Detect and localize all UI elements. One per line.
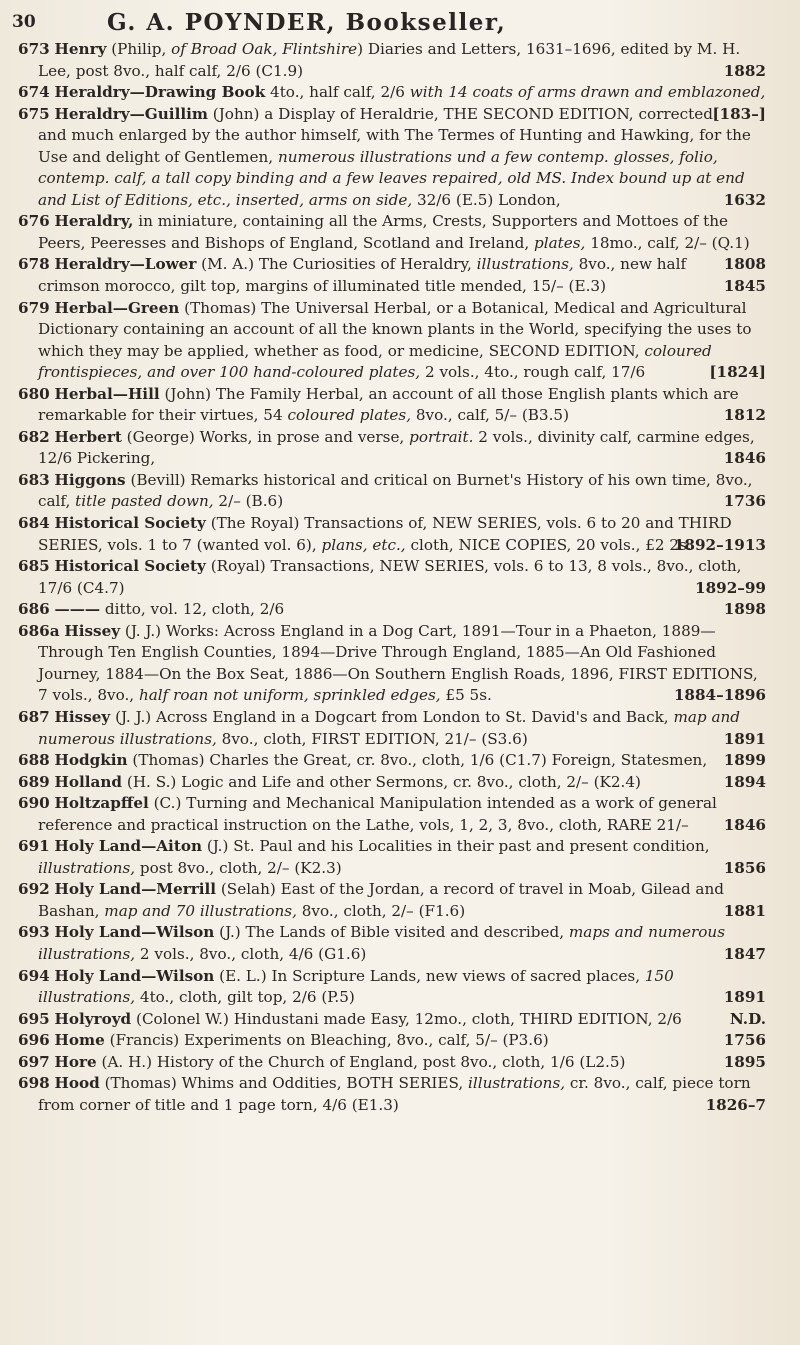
entry-heading: Holy Land—Wilson [54,923,215,942]
entry-number: 696 [18,1031,50,1050]
entry-text: (H. S.) Logic and Life and other Sermons, cr. 8vo., cloth, 2/– (K2.4) [122,772,641,791]
entry-text: (John) a Display of Heraldrie, THE SECOND EDITION, corrected and much enlarged by the author himself, with The Termes of Hunting and Hawking, for the Use and delight of Gentlemen, [38,104,751,166]
entry-text: (Colonel W.) Hindustani made Easy, 12mo., cloth, THIRD EDITION, 2/6 [131,1009,682,1028]
catalogue-entry [18,599,766,621]
catalogue-entry [18,384,766,427]
entry-text-continued: 8vo., cloth, 2/– (F1.6) [296,901,466,920]
entry-text: ditto, vol. 12, cloth, 2/6 [100,600,285,619]
entry-italic: 150 illustrations, [38,966,674,1007]
catalogue-entry [18,298,766,384]
entry-number: 695 [18,1009,50,1028]
catalogue-entry [18,1009,766,1031]
catalogue-entry [18,39,766,82]
entry-date: 1892–1913 [673,535,766,554]
entry-text-continued: 2 vols., divinity calf, carmine edges, 12/6 Pickering, [38,427,755,468]
catalogue-entry [18,470,766,513]
entry-date: 1895 [723,1052,766,1071]
entry-number: 697 [18,1052,50,1071]
entry-text-continued: 2 vols., 8vo., cloth, 4/6 (G1.6) [135,944,367,963]
entry-text: (E. L.) In Scripture Lands, new views of sacred places, [214,966,645,985]
entry-number: 698 [18,1074,50,1093]
entry-heading: Historical Society [54,557,206,576]
entry-italic: maps and numerous illustrations, [38,923,726,963]
entry-italic: illustrations, [468,1074,566,1093]
entry-number: 682 [18,427,50,446]
entry-number: 687 [18,707,50,726]
entry-number: 689 [18,772,50,791]
entry-italic: half roan not uniform, sprinkled edges, [138,686,441,705]
catalogue-entry [18,513,766,556]
entry-text: (John) The Family Herbal, an account of all those English plants which are remarkable for their virtues, 54 [38,384,739,425]
entry-text: (George) Works, in prose and verse, [121,427,410,446]
catalogue-entry [18,254,766,297]
entry-number: 683 [18,470,50,489]
entry-heading: Heraldry—Guillim [54,104,208,123]
entry-heading: Holy Land—Wilson [54,966,215,985]
catalogue-entry [18,750,766,772]
entry-heading: Hore [54,1052,97,1071]
running-head: G. A. POYNDER, Bookseller, [107,8,507,36]
entry-text: (Royal) Transactions, NEW SERIES, vols. 6 to 13, 8 vols., 8vo., cloth, 17/6 (C4.7) [38,557,742,597]
entry-text: (M. A.) The Curiosities of Heraldry, [196,255,477,274]
entry-text: (J.) The Lands of Bible visited and described, [214,923,569,942]
entry-number: 686 [18,600,50,619]
entry-date: [1824] [709,363,766,382]
entry-text-continued: 8vo., cloth, FIRST EDITION, 21/– (S3.6) [216,729,528,748]
entry-date: 1632 [723,190,766,209]
entry-heading: Henry [54,40,107,58]
entry-date: 1847 [723,944,766,963]
entry-date: 1898 [723,600,766,619]
entry-heading: Herbal—Hill [54,384,160,403]
catalogue-entry [18,772,766,794]
entry-heading: Holyroyd [54,1009,132,1028]
entry-heading: Holtzapffel [54,794,149,813]
entry-heading: Holland [54,772,123,791]
entry-text: (Thomas) The Universal Herbal, or a Botanical, Medical and Agricultural Dictionary containing an account of all the known plants in the World, specifying the uses to which they may be applied, whether as food, or medicine, SECOND EDITION, [38,298,752,360]
entry-text: (Philip, [106,40,172,58]
entry-text-continued: 2 vols., 4to., rough calf, 17/6 [420,363,646,382]
entry-italic: portrait. [409,427,474,446]
entry-heading: Herbert [54,427,122,446]
entry-heading: Herbal—Green [54,298,180,317]
entry-heading: Hissey [54,707,111,726]
entry-text-continued: ) Diaries and Letters, 1631–1696, edited by M. H. Lee, post 8vo., half calf, 2/6 (C1.9) [38,40,741,80]
entry-date: 1812 [723,406,766,425]
entry-text: (A. H.) History of the Church of England, post 8vo., cloth, 1/6 (L2.5) [96,1052,626,1071]
entry-italic: plates, [534,233,586,252]
entry-italic: with 14 coats of arms drawn and emblazoned, [404,83,766,102]
entry-text: (Thomas) Charles the Great, cr. 8vo., cloth, 1/6 (C1.7) Foreign, Statesmen, [127,751,708,770]
catalogue-entry [18,621,766,707]
entry-italic: illustrations, [38,858,136,877]
entry-number: 693 [18,923,50,942]
entry-heading: Holy Land—Aiton [54,837,203,856]
entry-number: 679 [18,298,50,317]
entry-heading: Hood [54,1074,100,1093]
entry-italic: plans, etc., [321,535,406,554]
entry-date: 1845 [723,277,766,296]
entry-number: 676 [18,212,50,231]
catalogue-entry [18,836,766,879]
page-header [12,4,782,40]
entry-text: (J. J.) Across England in a Dogcart from London to St. David's and Back, [110,707,674,726]
catalogue-entry [18,104,766,212]
entry-text: (J.) St. Paul and his Localities in their past and present condition, [202,837,710,856]
entry-number: 694 [18,966,50,985]
entry-date: 1826–7 [705,1095,766,1114]
entry-date: N.D. [729,1009,766,1028]
entry-date: 1808 [723,255,766,274]
entry-number: 685 [18,557,50,576]
entry-heading: Heraldry, [54,212,134,231]
entry-text: (The Royal) Transactions of, NEW SERIES, vols. 6 to 20 and THIRD SERIES, vols. 1 to 7 (wanted vol. 6), [38,514,732,554]
entry-italic: title pasted down, [75,492,214,511]
entry-text-continued: 18mo., calf, 2/– (Q.1) [585,233,750,252]
entry-number: 675 [18,104,50,123]
entry-date: 1899 [723,751,766,770]
catalogue-entry [18,922,766,965]
entry-date: 1856 [723,858,766,877]
entry-italic: of Broad Oak, Flintshire [171,40,358,58]
entry-date: 1756 [723,1031,766,1050]
entry-heading: Heraldry—Lower [54,255,197,274]
catalogue-entry [18,793,766,836]
entry-date: 1894 [723,772,766,791]
entry-text: in miniature, containing all the Arms, Crests, Supporters and Mottoes of the Peers, Peeresses and Bishops of England, Scotland and Ireland, [38,212,728,252]
entry-text-continued: cr. 8vo., calf, piece torn from corner of title and 1 page torn, 4/6 (E1.3) [38,1074,751,1114]
entry-heading: ——— [54,600,101,619]
entry-number: 691 [18,837,50,856]
catalogue-entry [18,1073,766,1116]
entry-text: 4to., half calf, 2/6 [265,83,405,102]
entry-text: (Thomas) Whims and Oddities, BOTH SERIES, [99,1074,469,1093]
entry-date: 1892–99 [695,578,766,597]
entry-date: 1882 [723,61,766,80]
entry-text-continued: 4to., cloth, gilt top, 2/6 (P.5) [135,988,355,1007]
entry-heading: Holy Land—Merrill [54,880,217,899]
entry-number: 690 [18,794,50,813]
entry-italic: map and 70 illustrations, [104,901,297,920]
entry-date: 1846 [723,815,766,834]
entry-text: (C.) Turning and Mechanical Manipulation intended as a work of general reference and practical instruction on the Lathe, vols, 1, 2, 3, 8vo., cloth, RARE 21/– [38,794,717,834]
entry-date: 1736 [723,492,766,511]
entry-heading: Hodgkin [54,751,128,770]
entry-number: 680 [18,384,50,403]
entry-text-continued: 8vo., new half crimson morocco, gilt top, margins of illuminated title mended, 15/– (E.3) [38,255,687,296]
entry-number: 674 [18,83,50,102]
catalogue-entry [18,427,766,470]
entry-text-continued: 2/– (B.6) [213,492,284,511]
entry-italic: coloured plates, [287,406,412,425]
entry-date: 1881 [723,901,766,920]
entry-date: 1891 [723,988,766,1007]
catalogue-entry [18,707,766,750]
entry-heading: Home [54,1031,105,1050]
entry-heading: Heraldry—Drawing Book [54,83,266,102]
entry-number: 692 [18,880,50,899]
catalogue-entry [18,556,766,599]
entry-heading: Hissey [64,621,121,640]
entry-number: 686a [18,621,60,640]
entry-text: (J. J.) Works: Across England in a Dog Cart, 1891—Tour in a Phaeton, 1889—Through Ten English Counties, 1894—Drive Through England, 1885—An Old Fashioned Journey, 1884—On the Box Seat, 1886—On Southern English Roads, 1896, FIRST EDITIONS, 7 vols., 8vo., [38,621,758,705]
entry-italic: numerous illustrations und a few contemp. glosses, folio, contemp. calf, a tall copy binding and a few leaves repaired, old MS. Index bound up at end and List of Editions, etc., inserted, arms on side, [38,147,745,209]
entry-date: 1891 [723,729,766,748]
catalogue-entry [18,966,766,1009]
entry-text-continued: cloth, NICE COPIES, 20 vols., £2 2s. [405,535,692,554]
entry-text-continued: post 8vo., cloth, 2/– (K2.3) [135,858,342,877]
entry-text-continued: £5 5s. [440,686,492,705]
entry-heading: Historical Society [54,514,206,533]
entry-heading: Higgons [54,470,126,489]
entry-text: (Bevill) Remarks historical and critical on Burnet's History of his own time, 8vo., calf, [38,470,753,511]
entry-number: 678 [18,255,50,274]
entry-date: 1884–1896 [673,686,766,705]
entry-text-continued: 32/6 (E.5) London, [412,190,561,209]
catalogue-entry [18,879,766,922]
entry-number: 673 [18,40,50,58]
entry-italic: coloured frontispieces, and over 100 hand-coloured plates, [38,341,712,382]
entry-text: (Selah) East of the Jordan, a record of travel in Moab, Gilead and Bashan, [38,880,724,920]
entry-text-continued: 8vo., calf, 5/– (B3.5) [411,406,569,425]
entry-text: (Francis) Experiments on Bleaching, 8vo., calf, 5/– (P3.6) [104,1031,549,1050]
entry-number: 684 [18,514,50,533]
entry-number: 688 [18,751,50,770]
entry-date: 1846 [723,449,766,468]
catalogue-entry [18,1052,766,1074]
catalogue-listing [18,39,766,1116]
entry-date: [183–] [712,104,766,123]
catalogue-entry [18,1030,766,1052]
entry-italic: illustrations, [476,255,574,274]
entry-italic: map and numerous illustrations, [38,707,741,748]
page-number: 30 [12,12,36,32]
